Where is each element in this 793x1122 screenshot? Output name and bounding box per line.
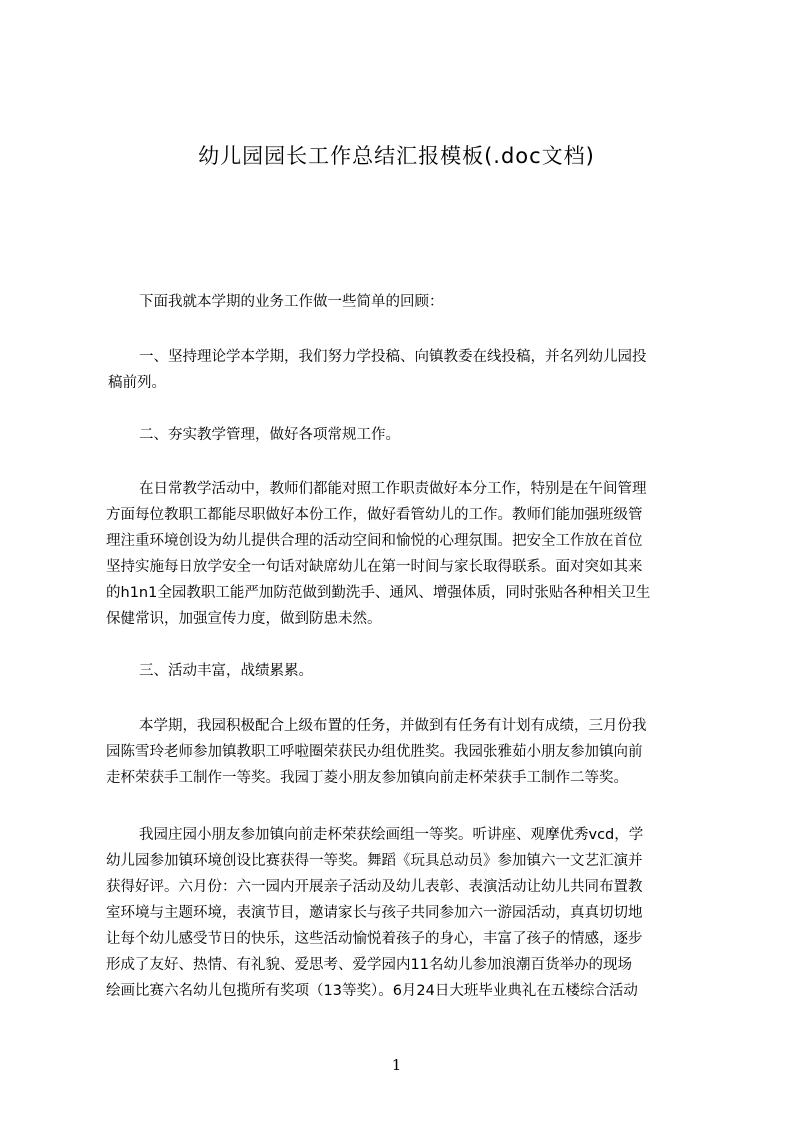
text-line: 二、夯实教学管理，做好各项常规工作。 [139, 427, 400, 443]
text-line: 下面我就本学期的业务工作做一些简单的回顾： [139, 294, 444, 310]
text-line: 方面每位教职工都能尽职做好本份工作，做好看管幼儿的工作。教师们能加强班级管 [106, 507, 643, 523]
text-line: 在日常教学活动中，教师们都能对照工作职责做好本分工作，特别是在午间管理 [139, 481, 647, 497]
text-line: 本学期，我园积极配合上级布置的任务，并做到有任务有计划有成绩，三月份我 [139, 718, 647, 734]
page-number: 1 [391, 1056, 402, 1074]
document-title: 幼儿园园长工作总结汇报模板(.doc文档) [198, 144, 595, 168]
text-line: 让每个幼儿感受节日的快乐，这些活动愉悦着孩子的身心，丰富了孩子的情感，逐步 [106, 931, 643, 947]
text-line: 我园庄园小朋友参加镇向前走杯荣获绘画组一等奖。听讲座、观摩优秀vcd，学 [139, 827, 644, 843]
text-line: 保健常识，加强宣传力度，做到防患未然。 [106, 611, 382, 627]
text-line: 获得好评。六月份：六一园内开展亲子活动及幼儿表彰、表演活动让幼儿共同布置教 [106, 879, 643, 895]
text-line: 稿前列。 [108, 375, 166, 391]
text-line: 形成了友好、热情、有礼貌、爱思考、爱学园内11名幼儿参加浪潮百货举办的现场 [106, 957, 632, 973]
text-line: 绘画比赛六名幼儿包揽所有奖项（13等奖）。6月24日大班毕业典礼在五楼综合活动 [106, 983, 638, 999]
text-line: 走杯荣获手工制作一等奖。我园丁菱小朋友参加镇向前走杯荣获手工制作二等奖。 [106, 770, 628, 786]
text-line: 的h1n1全园教职工能严加防范做到勤洗手、通风、增强体质，同时张贴各种相关卫生 [106, 585, 651, 601]
text-line: 室环境与主题环境，表演节目，邀请家长与孩子共同参加六一游园活动，真真切切地 [106, 905, 643, 921]
text-line: 幼儿园参加镇环境创设比赛获得一等奖。舞蹈《玩具总动员》参加镇六一文艺汇演并 [106, 853, 643, 869]
text-line: 理注重环境创设为幼儿提供合理的活动空间和愉悦的心理氛围。把安全工作放在首位 [106, 533, 643, 549]
text-line: 三、活动丰富，战绩累累。 [139, 663, 313, 679]
text-line: 园陈雪玲老师参加镇教职工呼啦圈荣获民办组优胜奖。我园张雅茹小朋友参加镇向前 [106, 744, 643, 760]
text-line: 一、坚持理论学本学期，我们努力学投稿、向镇教委在线投稿，并名列幼儿园投 [139, 349, 647, 365]
text-line: 坚持实施每日放学安全一句话对缺席幼儿在第一时间与家长取得联系。面对突如其来 [106, 559, 643, 575]
